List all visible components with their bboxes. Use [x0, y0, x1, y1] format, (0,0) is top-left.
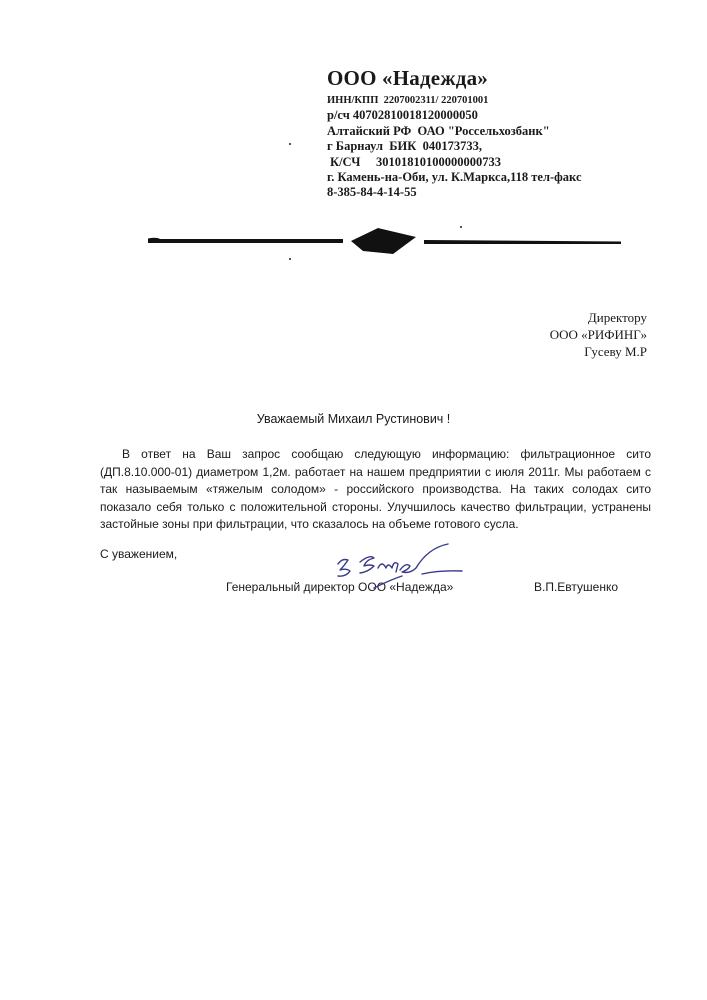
bank-account: р/сч 40702810018120000050 — [327, 108, 478, 123]
divider-line-right — [424, 240, 621, 244]
signature-stroke — [360, 557, 374, 573]
company-phone: 8-385-84-4-14-55 — [327, 185, 417, 200]
scan-speck — [289, 143, 291, 145]
signature-stroke — [422, 571, 462, 574]
city-bik: г Барнаул БИК 040173733, — [327, 139, 482, 154]
letterhead — [327, 66, 657, 201]
scan-speck — [289, 258, 291, 260]
bank-name: Алтайский РФ ОАО "Россельхозбанк" — [327, 123, 550, 138]
correspondent-account: К/СЧ 30101810100000000733 — [330, 154, 502, 169]
divider-line-left — [148, 239, 343, 243]
closing: С уважением, — [100, 547, 178, 561]
signature-stroke — [338, 560, 350, 577]
recipient-organization: ООО «РИФИНГ» — [549, 327, 647, 342]
letter-body: В ответ на Ваш запрос сообщаю следующую информацию: фильтрационное сито (ДП.8.10.000-01) диаметром 1,2м. работает на нашем предприятии с июля 2011г. Мы работаем с так называемым «тяжелым солодом» - российского производства. На таких солодах сито показало себя только с положительной стороны. Улучшилось качество фильтрации, устранены застойные зоны при фильтрации, что сказалось на объеме готового сусла. — [100, 447, 651, 532]
signature-stroke — [400, 544, 448, 573]
signature-stroke — [378, 563, 398, 572]
company-name: ООО «Надежда» — [327, 66, 488, 90]
salutation: Уважаемый Михаил Рустинович ! — [256, 412, 451, 426]
recipient-position: Директору — [587, 310, 647, 325]
recipient-block — [550, 309, 647, 360]
diamond-ornament-icon — [351, 228, 416, 254]
signer-name: В.П.Евтушенко — [534, 580, 619, 594]
inn-kpp: ИНН/КПП 2207002311/ 220701001 — [327, 95, 489, 106]
signature-stroke — [374, 576, 402, 588]
handwritten-signature — [330, 540, 470, 610]
letterhead-divider — [148, 226, 621, 256]
signer-title: Генеральный директор ООО «Надежда» — [226, 580, 454, 594]
company-address: г. Камень-на-Оби, ул. К.Маркса,118 тел-факс — [327, 170, 582, 185]
recipient-name: Гусеву М.Р — [584, 344, 647, 359]
